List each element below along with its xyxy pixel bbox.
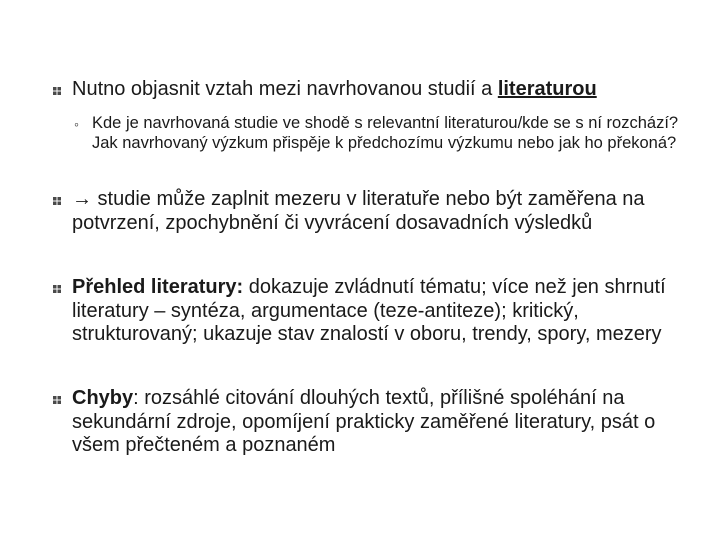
sub-bullet-question — [74, 113, 684, 153]
square-bullet-icon — [52, 284, 62, 294]
square-bullet-icon — [52, 395, 62, 405]
bullet-prefix: Nutno objasnit vztah mezi navrhovanou studií a — [72, 78, 498, 100]
bullet-item-relation — [52, 78, 692, 102]
sub-bullet-text: Kde je navrhovaná studie ve shodě s relevantní literaturou/kde se s ní rozchází? Jak navrhovaný výzkum přispěje k předchozímu výzkumu nebo jak ho překoná? — [92, 114, 679, 152]
bullet-item-literature-review — [52, 276, 692, 347]
bullet-text — [72, 78, 692, 102]
bullet-item-gap — [52, 188, 692, 235]
circle-bullet-icon: ◦ — [74, 116, 79, 132]
emphasis-literaturou: literaturou — [497, 78, 597, 100]
arrow-icon: → — [72, 188, 92, 210]
mistakes-label: Chyby — [72, 387, 134, 409]
bullet-text — [72, 188, 692, 235]
bullet-item-mistakes — [52, 387, 692, 458]
bullet-text — [72, 387, 692, 458]
bullet-text — [72, 276, 692, 347]
gap-text: studie může zaplnit mezeru v literatuře nebo být zaměřena na potvrzení, zpochybnění či vyvrácení dosavadních výsledků — [72, 188, 645, 234]
literature-review-text: dokazuje zvládnutí tématu; více než jen shrnutí literatury – syntéza, argumentace (teze-antiteze); kritický, strukturovaný; ukazuje stav znalostí v oboru, trendy, spory, mezery — [72, 276, 666, 345]
mistakes-text: : rozsáhlé citování dlouhých textů, přílišné spoléhání na sekundární zdroje, opomíjení prakticky zaměřené literatury, psát o všem přečteném a poznaném — [72, 387, 656, 456]
literature-review-label: Přehled literatury: — [72, 276, 244, 298]
square-bullet-icon — [52, 86, 62, 96]
square-bullet-icon — [52, 196, 62, 206]
